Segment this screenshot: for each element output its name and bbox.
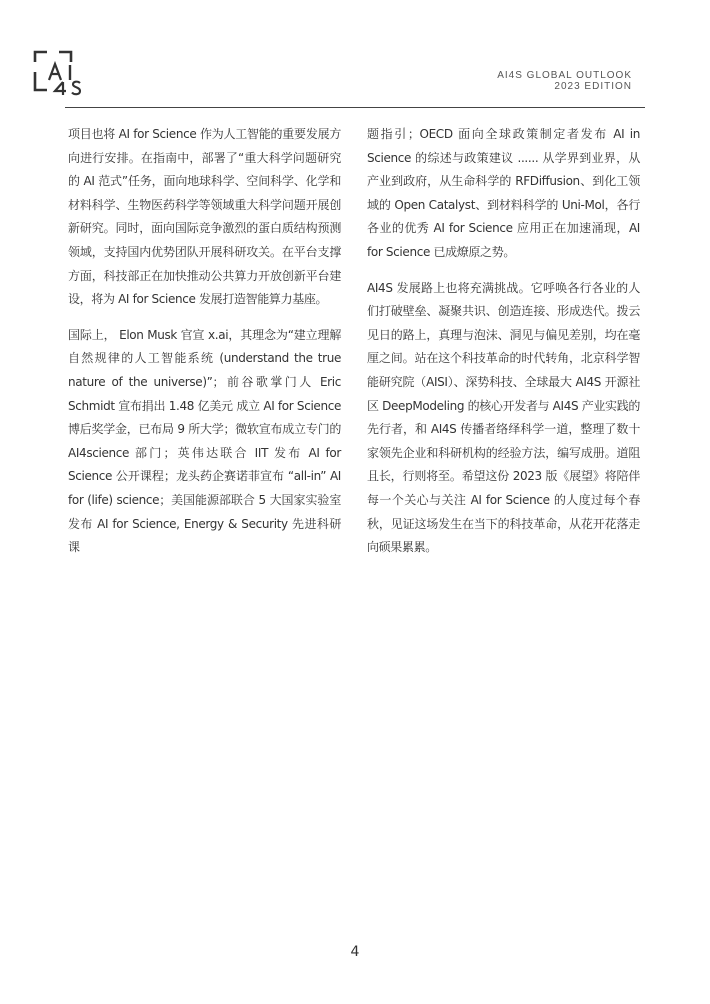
document-header — [497, 70, 632, 92]
header-title: AI4S GLOBAL OUTLOOK — [497, 70, 632, 81]
paragraph: 项目也将 AI for Science 作为人工智能的重要发展方向进行安排。在指南中，部署了“重大科学问题研究的 AI 范式”任务，面向地球科学、空间科学、化学和材料科学、生物医药科学等领域重大科学问题开展创新研究。同时，面向国际竞争激烈的蛋白质结构预测领域，支持国内优势团队开展科研攻关。在平台支撑方面，科技部正在加快推动公共算力开放创新平台建设，将为 AI for Science 发展打造智能算力基座。 — [68, 127, 341, 307]
header-rule — [65, 107, 645, 108]
left-column — [68, 123, 341, 572]
paragraph: AI4S 发展路上也将充满挑战。它呼唤各行各业的人们打破壁垒、凝聚共识、创造连接、形成迭代。拨云见日的路上，真理与泡沫、洞见与偏见差别，均在毫厘之间。站在这个科技革命的时代转角，北京科学智能研究院（AISI）、深势科技、全球最大 AI4S 开源社区 DeepModeling 的核心开发者与 AI4S 产业实践的先行者，和 AI4S 传播者络绎科学一道，整理了数十家领先企业和科研机构的经验方法，编写成册。道阻且长，行则将至。希望这份 2023 版《展望》将陪伴每一个关心与关注 AI for Science 的人度过每个春秋，见证这场发生在当下的科技革命，从花开花落走向硕果累累。 — [367, 280, 640, 555]
ai4s-logo-mark — [33, 50, 85, 96]
header-edition: 2023 EDITION — [554, 81, 632, 92]
paragraph: 国际上， Elon Musk 官宣 x.ai，其理念为“建立理解自然规律的人工智能系统 (understand the true nature of the universe)”；前谷歌掌门人 Eric Schmidt 宣布捐出 1.48 亿美元 成立 AI for Science 博后奖学金，已布局 9 所大学；微软宣布成立专门的 AI4science 部门；英伟达联合 IIT 发布 AI for Science 公开课程；龙头药企赛诺菲宣布 “all-in” AI for (life) science；美国能源部联合 5 大国家实验室发布 AI for Science, Energy & Security 先进科研课 — [68, 327, 341, 555]
page-number: 4 — [350, 944, 360, 960]
ai4s-logo — [33, 50, 85, 96]
paragraph: 题指引；OECD 面向全球政策制定者发布 AI in Science 的综述与政策建议 ...... 从学界到业界，从产业到政府，从生命科学的 RFDiffusion、到化工领域的 Open Catalyst、到材料科学的 Uni-Mol，各行各业的优秀 AI for Science 应用正在加速涌现，AI for Science 已成燎原之势。 — [367, 127, 640, 259]
right-column — [367, 123, 640, 572]
